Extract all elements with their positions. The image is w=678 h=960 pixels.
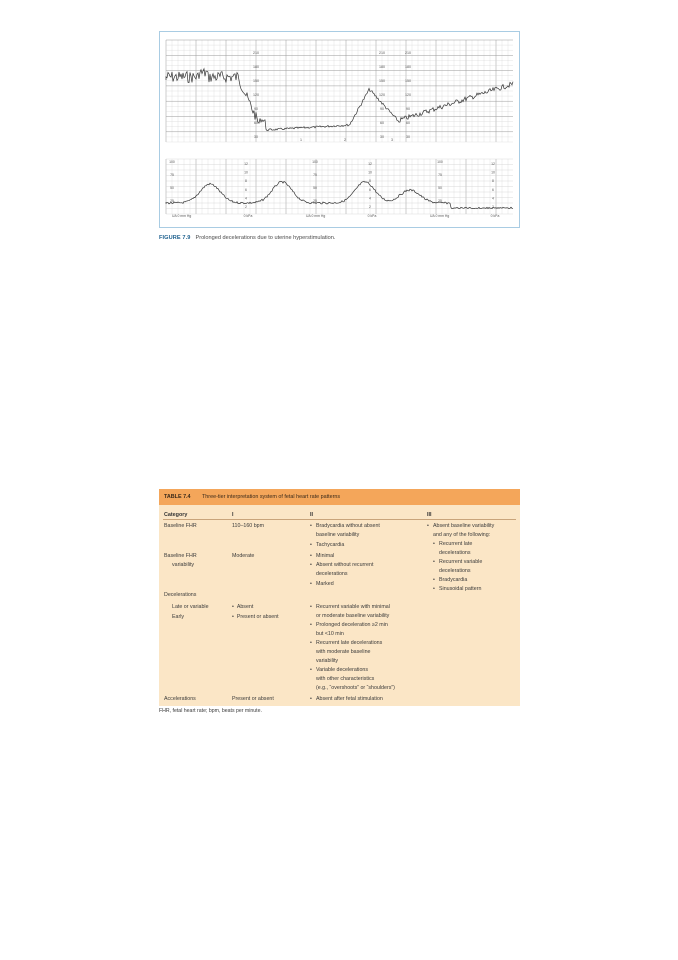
cat2-decel-line: Recurrent variable with minimal (316, 604, 390, 610)
fhr-scale-label: 30 (254, 135, 258, 139)
ua-footer-label: UA 0 mm Hg (172, 214, 192, 218)
cat2-bullet: • (310, 696, 312, 702)
cat2-bullet: • (310, 581, 312, 587)
cat3-line: Absent baseline variability (433, 523, 495, 529)
ua-scale-label-mmhg: 50 (438, 186, 442, 190)
ua-scale-label-kpa: 2 (245, 205, 247, 209)
cat2-variability-line: Marked (316, 581, 334, 587)
fhr-scale-label: 150 (253, 79, 259, 83)
ua-scale-label-kpa: 12 (491, 162, 495, 166)
col-header-iii: III (427, 512, 432, 518)
fhr-scale-label: 180 (379, 65, 385, 69)
ua-scale-label-kpa: 10 (368, 170, 372, 175)
row-variability-label-1: Baseline FHR (164, 553, 197, 559)
cat1-baseline-fhr: 110–160 bpm (232, 523, 265, 529)
fhr-scale-label: 90 (406, 107, 410, 111)
table-footnote: FHR, fetal heart rate; bpm, beats per minute. (159, 708, 262, 714)
ua-scale-label-kpa: 4 (492, 196, 494, 201)
cat1-accelerations: Present or absent (232, 696, 274, 702)
row-early-label: Early (172, 614, 185, 620)
table-header (159, 489, 520, 505)
cat2-bullet: • (310, 604, 312, 610)
ua-footer-kpa: 0 kPa (490, 214, 500, 218)
cat1-late-variable: • Absent (232, 604, 254, 610)
ua-scale-label-kpa: 4 (245, 196, 247, 201)
fhr-scale-label: 210 (379, 51, 385, 55)
ctg-tracing (160, 32, 519, 227)
ua-scale-label-kpa: 10 (491, 170, 495, 175)
cat2-baseline-line: Bradycardia without absent (316, 523, 380, 529)
cat2-variability-line: Minimal (316, 553, 335, 559)
time-marker: 3 (391, 138, 393, 142)
ua-scale-label-mmhg: 25 (438, 199, 442, 203)
cat1-late-variable-text: Absent (236, 604, 254, 610)
ua-scale-label-mmhg: 100 (169, 160, 175, 164)
cat2-bullet: • (310, 667, 312, 673)
row-late-variable-label: Late or variable (172, 604, 209, 610)
fhr-scale-label: 180 (253, 65, 259, 69)
ua-scale-label-mmhg: 25 (313, 199, 317, 203)
ua-scale-label-kpa: 4 (369, 196, 371, 201)
cat2-decel-line: with other characteristics (316, 676, 375, 682)
cat2-bullet: • (310, 562, 312, 568)
ua-scale-label-kpa: 12 (244, 162, 248, 166)
ua-footer-label: UA 0 mm Hg (306, 214, 326, 218)
cat2-variability-line: Absent without recurrent (316, 562, 374, 568)
cat1-variability: Moderate (232, 553, 255, 559)
header-divider (163, 519, 516, 520)
ua-scale-label-kpa: 2 (369, 205, 371, 209)
ua-scale-label-kpa: 8 (492, 179, 494, 184)
ua-footer-kpa: 0 kPa (367, 214, 377, 218)
cat2-bullet: • (310, 523, 312, 529)
row-accelerations-label: Accelerations (164, 696, 196, 702)
ua-scale-label-mmhg: 75 (438, 173, 442, 177)
cat2-decel-line: Variable decelerations (316, 667, 369, 673)
fhr-scale-label: 60 (406, 121, 410, 125)
cat2-decel-line: but <10 min (316, 631, 344, 637)
cat1-early: • Present or absent (232, 614, 279, 620)
ua-scale-label-mmhg: 50 (170, 186, 174, 190)
ua-scale-label-kpa: 6 (369, 187, 371, 192)
ua-footer-kpa: 0 kPa (243, 214, 253, 218)
ua-scale-label-mmhg: 50 (313, 186, 317, 190)
cat3-line: and any of the following: (433, 532, 491, 538)
ua-scale-label-mmhg: 75 (170, 173, 174, 177)
ua-scale-label-mmhg: 100 (312, 160, 318, 164)
cat2-bullet: • (310, 553, 312, 559)
time-marker: 2 (344, 138, 346, 142)
fhr-scale-label: 90 (254, 107, 258, 111)
ua-scale-label-mmhg: 75 (313, 173, 317, 177)
fhr-scale-label: 150 (405, 79, 411, 83)
ua-scale-label-mmhg: 100 (437, 160, 443, 164)
row-variability-label-2: variability (172, 562, 195, 568)
cat2-variability-line: decelerations (316, 571, 348, 577)
cat2-bullet: • (310, 640, 312, 646)
ua-scale-label-kpa: 8 (369, 179, 371, 184)
ua-scale-label-kpa: 10 (244, 170, 248, 175)
cat3-line: decelerations (439, 550, 471, 556)
fhr-scale-label: 120 (379, 93, 385, 97)
cat2-baseline-line: Tachycardia (316, 542, 345, 548)
fhr-scale-label: 180 (405, 65, 411, 69)
fhr-scale-label: 60 (254, 121, 258, 125)
cat2-decel-line: Prolonged deceleration ≥2 min (316, 622, 388, 628)
col-header-ii: II (310, 512, 313, 518)
table-title: Three-tier interpretation system of fetal heart rate patterns (202, 494, 341, 500)
fhr-scale-labels (253, 51, 411, 142)
fhr-scale-label: 30 (380, 135, 384, 139)
cat3-line: Sinusoidal pattern (439, 586, 482, 592)
fhr-scale-label: 90 (380, 107, 384, 111)
cat3-bullet: • (433, 559, 435, 565)
ua-scale-label-kpa: 2 (492, 205, 494, 209)
cat2-decel-line: or moderate baseline variability (316, 613, 390, 619)
figure-caption (159, 235, 335, 241)
cat3-bullet: • (433, 541, 435, 547)
fhr-scale-label: 30 (406, 135, 410, 139)
col-header-category: Category (164, 512, 188, 518)
cat3-bullet: • (427, 523, 429, 529)
figure-label: FIGURE 7.9 (159, 235, 191, 241)
cat2-bullet: • (310, 622, 312, 628)
ua-scale-label-kpa: 6 (245, 187, 247, 192)
cat3-bullet: • (433, 577, 435, 583)
ua-scale-label-mmhg: 25 (170, 199, 174, 203)
fhr-scale-label: 150 (379, 79, 385, 83)
cat1-early-text: Present or absent (236, 614, 279, 620)
cat2-bullet: • (310, 542, 312, 548)
figure-caption-text: Prolonged decelerations due to uterine hyperstimulation. (195, 235, 336, 241)
ua-scale-label-kpa: 6 (492, 187, 494, 192)
cat2-decel-line: variability (316, 658, 339, 664)
ua-scale-labels (169, 160, 499, 218)
ua-trace (166, 181, 513, 208)
cat3-line: decelerations (439, 568, 471, 574)
fhr-scale-label: 120 (253, 93, 259, 97)
figure-frame (159, 31, 520, 228)
ua-grid (166, 159, 513, 214)
ua-footer-label: UA 0 mm Hg (430, 214, 450, 218)
cat2-decel-line: Recurrent late decelerations (316, 640, 383, 646)
row-baseline-fhr-label: Baseline FHR (164, 523, 197, 529)
fhr-trace (166, 69, 513, 131)
fhr-scale-label: 210 (405, 51, 411, 55)
fhr-scale-label: 60 (380, 121, 384, 125)
fhr-scale-label: 120 (405, 93, 411, 97)
cat3-line: Bradycardia (439, 577, 468, 583)
cat3-bullet: • (433, 586, 435, 592)
table-7-4 (159, 489, 520, 706)
fhr-scale-label: 210 (253, 51, 259, 55)
cat3-line: Recurrent late (439, 541, 473, 547)
cat3-line: Recurrent variable (439, 559, 483, 565)
time-marker: 1 (300, 138, 302, 142)
ua-scale-label-kpa: 8 (245, 179, 247, 184)
cat2-decel-line: (e.g., “overshoots” or “shoulders”) (316, 685, 395, 691)
cat2-decel-line: with moderate baseline (316, 649, 371, 655)
fhr-grid (166, 40, 513, 142)
row-decelerations-label: Decelerations (164, 592, 197, 598)
cat2-accelerations: Absent after fetal stimulation (316, 696, 383, 702)
cat2-baseline-line: baseline variability (316, 532, 360, 538)
ua-scale-label-kpa: 12 (368, 162, 372, 166)
table-label: TABLE 7.4 (164, 494, 191, 500)
col-header-i: I (232, 512, 234, 518)
